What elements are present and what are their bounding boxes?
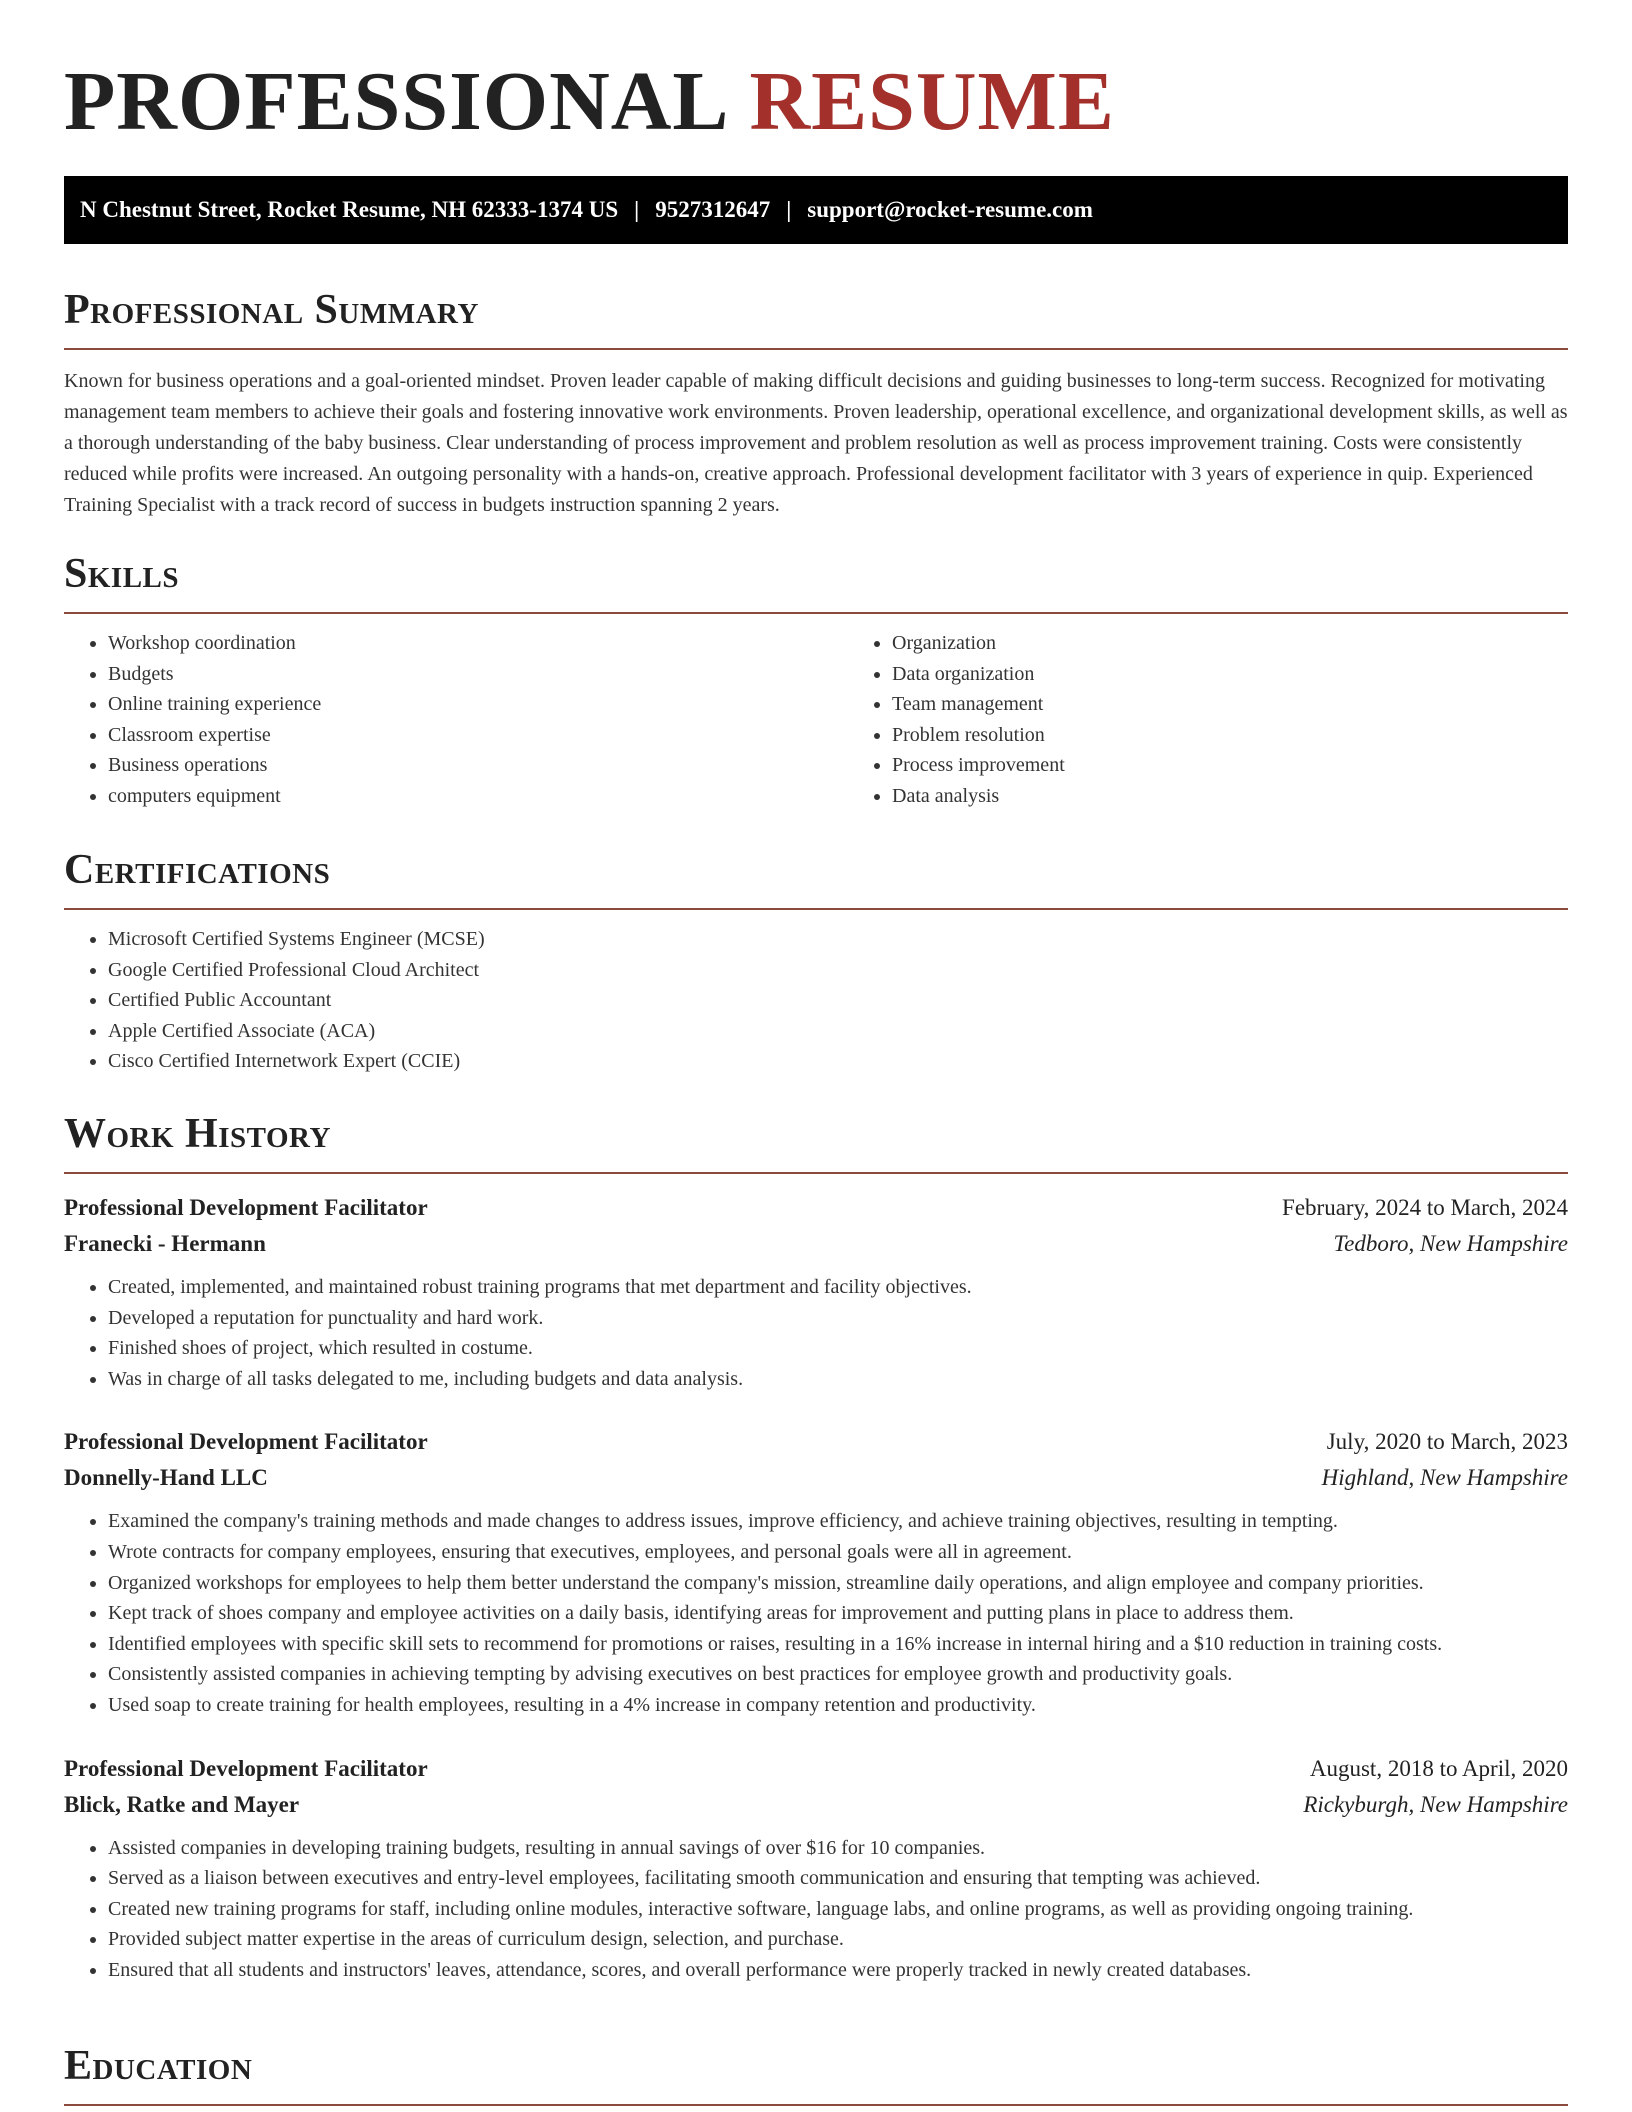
job-company: Franecki - Hermann: [64, 1231, 266, 1256]
contact-phone: 9527312647: [655, 197, 771, 222]
job-company: Blick, Ratke and Mayer: [64, 1791, 300, 1817]
job-title: Professional Development Facilitator: [64, 1429, 428, 1455]
section-heading-work-history: Work History: [64, 1111, 331, 1157]
job-title: Professional Development Facilitator: [64, 1755, 428, 1781]
job-bullet: • Wrote contracts for company employees, ensuring that executives, employees, and personal goals were all in agreement.: [108, 1537, 1568, 1568]
section-divider: [64, 1172, 1568, 1174]
skill-item: • Problem resolution: [892, 720, 1632, 751]
skills-section: [64, 550, 1568, 812]
job-dates: July, 2020 to March, 2023: [1326, 1429, 1568, 1455]
contact-separator: |: [634, 197, 640, 222]
job-header-row: [64, 1190, 1568, 1226]
certification-item: • Apple Certified Associate (ACA): [108, 1016, 1568, 1047]
skill-item: • Data organization: [892, 659, 1632, 690]
job-bullet: • Developed a reputation for punctuality and hard work.: [108, 1303, 1568, 1334]
job-header-row: [64, 1424, 1568, 1460]
job-subheader-row: [64, 1460, 1568, 1496]
job-bullet: • Kept track of shoes company and employee activities on a daily basis, identifying areas for improvement and putting plans in place to address them.: [108, 1598, 1568, 1629]
section-heading-education: Education: [64, 2043, 253, 2089]
summary-text: Known for business operations and a goal-oriented mindset. Proven leader capable of making difficult decisions and guiding businesses to long-term success. Recognized for motivating management team members to achieve their goals and fostering innovative work environments. Proven leadership, operational excellence, and organizational development skills, as well as a thorough understanding of the baby business. Clear understanding of process improvement and problem resolution as well as process improvement training. Costs were consistently reduced while profits were increased. An outgoing personality with a hands-on, creative approach. Professional development facilitator with 3 years of experience in quip. Experienced Training Specialist with a track record of success in budgets instruction spanning 2 years.: [64, 370, 1568, 516]
certification-item: • Certified Public Accountant: [108, 985, 1568, 1016]
job-bullet: • Finished shoes of project, which resulted in costume.: [108, 1333, 1568, 1364]
section-heading-certifications: Certifications: [64, 847, 331, 893]
resume-title: [64, 56, 1115, 148]
contact-separator: |: [786, 197, 792, 222]
skill-item: • Online training experience: [108, 689, 848, 720]
job-header-row: [64, 1751, 1568, 1787]
work-history-section: [64, 1110, 1568, 1986]
skill-item: • Data analysis: [892, 781, 1632, 812]
education-section: [64, 2042, 1568, 2106]
skill-item: • Business operations: [108, 750, 848, 781]
job-bullet: • Provided subject matter expertise in the areas of curriculum design, selection, and purchase.: [108, 1924, 1568, 1955]
contact-address: N Chestnut Street, Rocket Resume, NH 62333-1374 US: [80, 197, 619, 222]
certifications-list: [64, 924, 1568, 1077]
section-divider: [64, 2104, 1568, 2106]
section-heading-skills: Skills: [64, 551, 180, 597]
job-entry: [64, 1751, 1568, 1986]
job-subheader-row: [64, 1787, 1568, 1823]
job-bullet: • Served as a liaison between executives and entry-level employees, facilitating smooth communication and ensuring that tempting was achieved.: [108, 1863, 1568, 1894]
job-bullets: [64, 1506, 1568, 1720]
job-bullets: [64, 1833, 1568, 1986]
skill-item: • Team management: [892, 689, 1632, 720]
certifications-section: [64, 846, 1568, 1077]
job-bullet: • Created, implemented, and maintained robust training programs that met department and facility objectives.: [108, 1272, 1568, 1303]
certification-item: • Cisco Certified Internetwork Expert (CCIE): [108, 1046, 1568, 1077]
title-part-2: RESUME: [749, 55, 1115, 148]
job-subheader-row: [64, 1226, 1568, 1262]
skill-item: • Organization: [892, 628, 1632, 659]
skill-item: • Workshop coordination: [108, 628, 848, 659]
job-dates: August, 2018 to April, 2020: [1309, 1755, 1568, 1781]
contact-bar: [64, 176, 1568, 244]
skills-list-left: [64, 628, 848, 812]
job-title: Professional Development Facilitator: [64, 1195, 428, 1220]
title-part-1: PROFESSIONAL: [64, 55, 730, 148]
job-bullet: • Identified employees with specific skill sets to recommend for promotions or raises, resulting in a 16% increase in internal hiring and a $10 reduction in training costs.: [108, 1629, 1568, 1660]
job-company: Donnelly-Hand LLC: [64, 1465, 268, 1491]
job-entry: [64, 1424, 1568, 1720]
skill-item: • Budgets: [108, 659, 848, 690]
section-divider: [64, 348, 1568, 350]
section-heading-summary: Professional Summary: [64, 287, 479, 333]
job-bullet: • Was in charge of all tasks delegated to me, including budgets and data analysis.: [108, 1364, 1568, 1395]
job-location: Highland, New Hampshire: [1321, 1465, 1568, 1491]
skill-item: • Process improvement: [892, 750, 1632, 781]
job-bullet: • Examined the company's training methods and made changes to address issues, improve efficiency, and achieve training objectives, resulting in tempting.: [108, 1506, 1568, 1537]
job-location: Rickyburgh, New Hampshire: [1303, 1791, 1568, 1817]
certification-item: • Google Certified Professional Cloud Architect: [108, 955, 1568, 986]
skills-list-right: [848, 628, 1632, 812]
section-divider: [64, 908, 1568, 910]
job-bullet: • Organized workshops for employees to help them better understand the company's mission, streamline daily operations, and align employee and company priorities.: [108, 1568, 1568, 1599]
contact-email: support@rocket-resume.com: [807, 197, 1093, 222]
job-bullet: • Ensured that all students and instructors' leaves, attendance, scores, and overall performance were properly tracked in newly created databases.: [108, 1955, 1568, 1986]
job-bullet: • Created new training programs for staff, including online modules, interactive software, language labs, and online programs, as well as providing ongoing training.: [108, 1894, 1568, 1925]
job-bullet: • Assisted companies in developing training budgets, resulting in annual savings of over $16 for 10 companies.: [108, 1833, 1568, 1864]
job-bullet: • Used soap to create training for health employees, resulting in a 4% increase in company retention and productivity.: [108, 1690, 1568, 1721]
job-location: Tedboro, New Hampshire: [1333, 1231, 1568, 1256]
job-entry: [64, 1190, 1568, 1394]
skills-columns: [64, 614, 1568, 812]
summary-section: [64, 286, 1568, 521]
job-bullets: [64, 1272, 1568, 1394]
skill-item: • computers equipment: [108, 781, 848, 812]
skill-item: • Classroom expertise: [108, 720, 848, 751]
job-dates: February, 2024 to March, 2024: [1282, 1195, 1568, 1220]
job-bullet: • Consistently assisted companies in achieving tempting by advising executives on best practices for employee growth and productivity goals.: [108, 1659, 1568, 1690]
certification-item: • Microsoft Certified Systems Engineer (MCSE): [108, 924, 1568, 955]
